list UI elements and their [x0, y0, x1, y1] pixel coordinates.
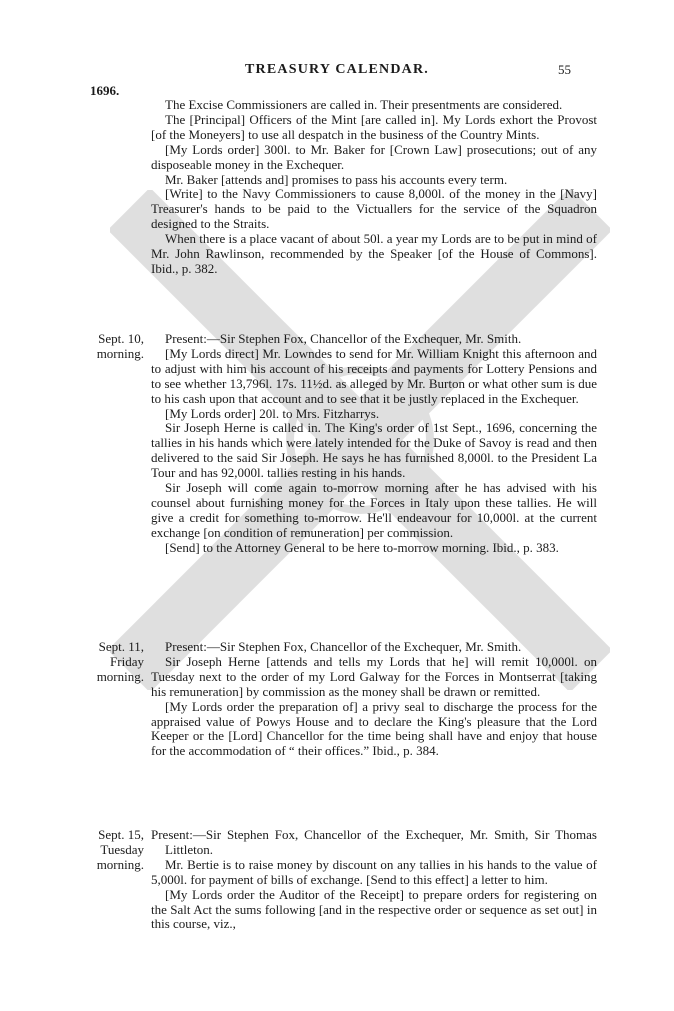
sidenote-line: Sept. 15,: [98, 827, 144, 842]
entry-block-4: [151, 828, 597, 932]
present-line: Present:—Sir Stephen Fox, Chancellor of the Exchequer, Mr. Smith.: [165, 331, 522, 346]
present-line: Present:—Sir Stephen Fox, Chancellor of the Exchequer, Mr. Smith, Sir Thomas Littleton.: [151, 827, 597, 857]
paragraph: [Write] to the Navy Commissioners to cause 8,000l. of the money in the [Navy] Treasurer's hands to be paid to the Victuallers for the service of the Squadron designed to the Straits.: [151, 186, 597, 232]
paragraph: The [Principal] Officers of the Mint [are called in]. My Lords exhort the Provost [of the Moneyers] to use all despatch in the business of the Country Mints.: [151, 111, 597, 142]
present-line: Present:—Sir Stephen Fox, Chancellor of the Exchequer, Mr. Smith.: [165, 639, 522, 654]
page-number: 55: [558, 62, 571, 77]
paragraph: Mr. Bertie is to raise money by discount on any tallies in his hands to the value of 5,000l. for payment of bills of exchange. [Send to this effect] a letter to him.: [151, 856, 597, 887]
paragraph: [My Lords order the preparation of] a privy seal to discharge the process for the appraised value of Powys House and to declare the King's pleasure that the Lord Keeper or the [Lord] Chancellor for the time being shall have and enjoy that house for the accommodation of “ their offices.” Ibid., p. 384.: [151, 698, 597, 759]
sidenote-line: Sept. 10,: [98, 331, 144, 346]
paragraph: The Excise Commissioners are called in. Their presentments are considered.: [165, 97, 563, 112]
sidenote-line: Sept. 11,: [98, 639, 144, 654]
entry-block-1: [151, 98, 597, 277]
sidenote-line: morning.: [96, 856, 144, 872]
paragraph: [My Lords order] 300l. to Mr. Baker for [Crown Law] prosecutions; out of any disposeable money in the Exchequer.: [151, 141, 597, 172]
date-sidenote: [72, 640, 144, 685]
paragraph: When there is a place vacant of about 50l. a year my Lords are to be put in mind of Mr. John Rawlinson, recommended by the Speaker [of the House of Commons]. Ibid., p. 382.: [151, 231, 597, 276]
sidenote-line: Tuesday: [100, 841, 144, 857]
paragraph: [My Lords order the Auditor of the Receipt] to prepare orders for registering on the Salt Act the sums following [and in the respective order or sequence as set out] in this course, viz.,: [151, 886, 597, 932]
paragraph: Sir Joseph Herne is called in. The King's order of 1st Sept., 1696, concerning the tallies in his hands which were lately intended for the Duke of Savoy is read and then delivered to the said Sir Joseph. He says he has furnished 8,000l. to the President La Tour and has 92,000l. tallies resting in his hands.: [151, 420, 597, 481]
sidenote-line: morning.: [96, 345, 144, 361]
entry-block-2: [151, 332, 597, 556]
date-sidenote: [72, 332, 144, 362]
running-title: TREASURY CALENDAR.: [245, 62, 429, 77]
paragraph: [My Lords direct] Mr. Lowndes to send for Mr. William Knight this afternoon and to adjust with him his account of his receipts and payments for Lottery Pensions and to see whether 13,796l. 17s. 11½d. as alleged by Mr. Burton or what other sum is due to his cash upon that account and to see that it be justly replaced in the Exchequer.: [151, 345, 597, 406]
sidenote-line: Friday: [110, 653, 144, 669]
date-sidenote: [72, 828, 144, 873]
paragraph: Sir Joseph Herne [attends and tells my Lords that he] will remit 10,000l. on Tuesday next to the order of my Lord Galway for the Forces in Montserrat [taking his remuneration] by commission as the money shall be drawn or remitted.: [151, 653, 597, 699]
entry-block-3: [151, 640, 597, 759]
year-marker: 1696.: [90, 83, 120, 98]
sidenote-line: morning.: [96, 668, 144, 684]
paragraph: Sir Joseph will come again to-morrow morning after he has advised with his counsel about furnishing money for the Forces in Italy upon these tallies. He will give a credit for something to-morrow. He'll endeavour for 10,000l. at the current exchange [on condition of remuneration] per commission.: [151, 480, 597, 540]
paragraph: Mr. Baker [attends and] promises to pass his accounts every term.: [165, 171, 508, 187]
paragraph: [My Lords order] 20l. to Mrs. Fitzharrys.: [165, 405, 380, 421]
paragraph: [Send] to the Attorney General to be here to-morrow morning. Ibid., p. 383.: [165, 539, 559, 555]
